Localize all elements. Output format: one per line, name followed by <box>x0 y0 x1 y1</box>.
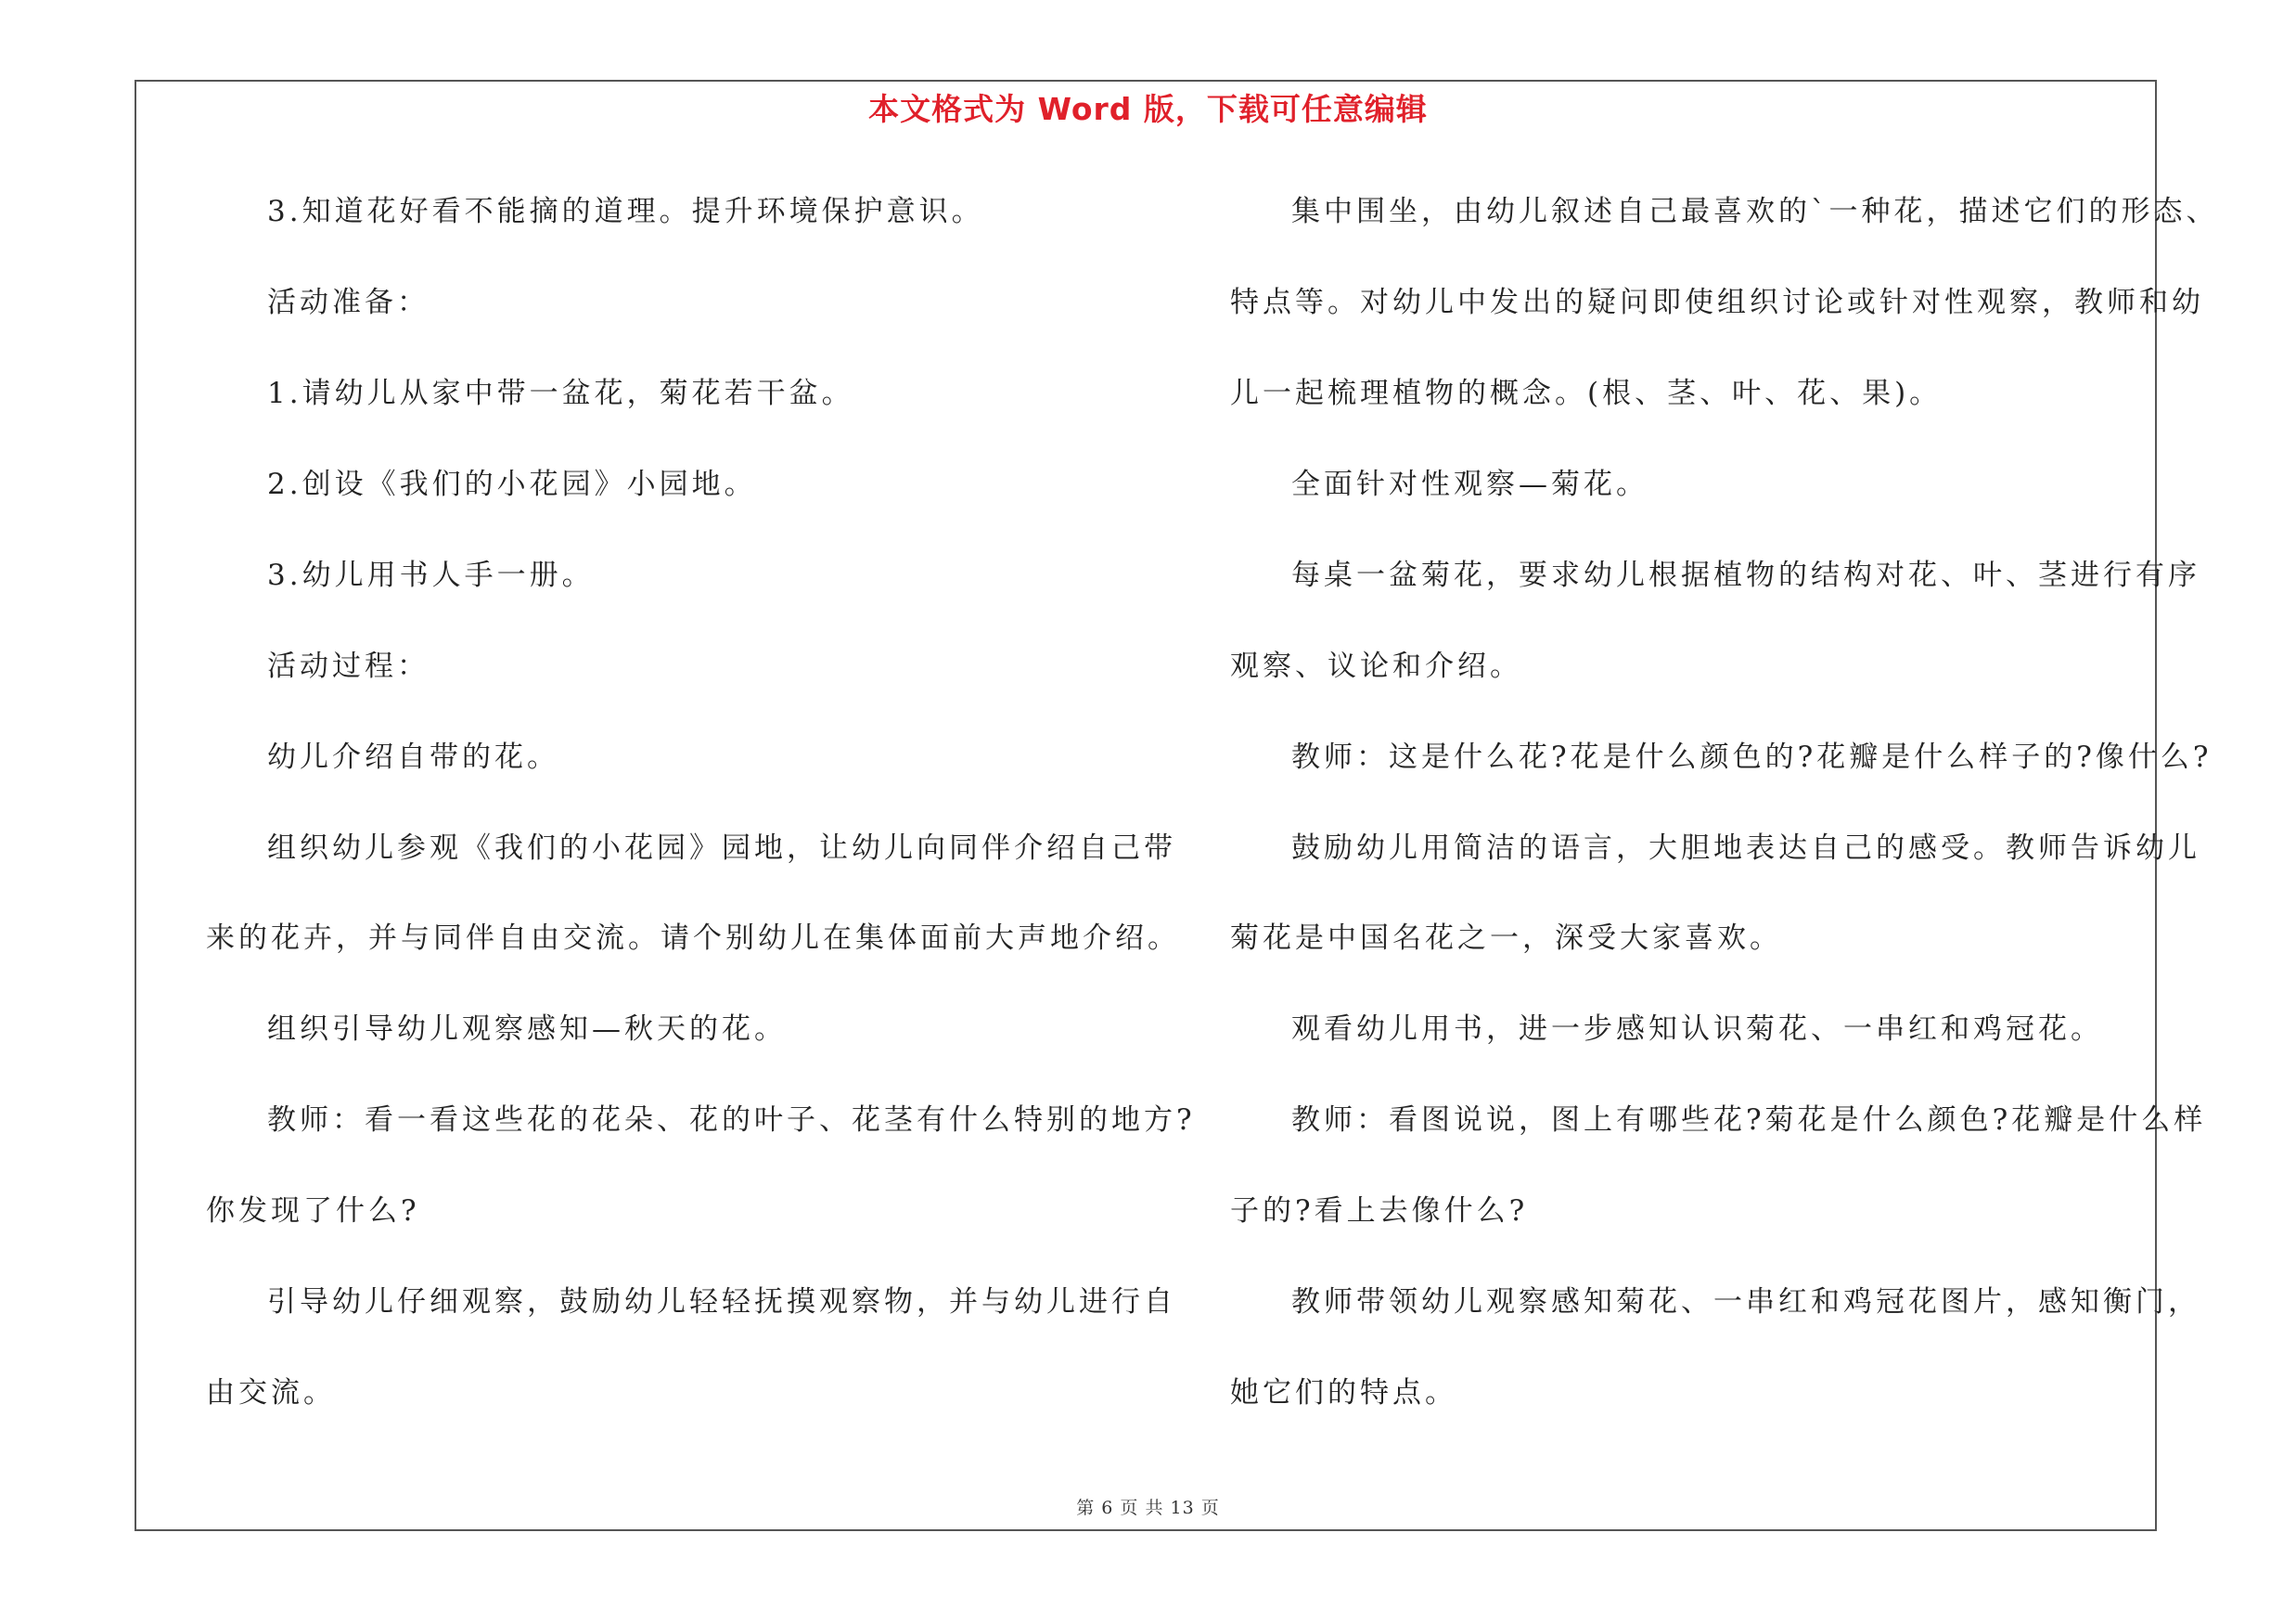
paragraph-line: 全面针对性观察—菊花。 <box>1291 468 1648 501</box>
page-number: 第 6 页 共 13 页 <box>1076 1498 1220 1518</box>
paragraph-line: 组织幼儿参观《我们的小花园》园地，让幼儿向同伴介绍自己带 <box>267 831 1176 865</box>
paragraph-line: 2.创设《我们的小花园》小园地。 <box>267 468 757 501</box>
paragraph-line: 教师带领幼儿观察感知菊花、一串红和鸡冠花图片，感知衡门， <box>1291 1285 2200 1319</box>
paragraph-line: 她它们的特点。 <box>1230 1376 1457 1410</box>
paragraph-line: 由交流。 <box>206 1376 336 1410</box>
paragraph-line: 子的?看上去像什么? <box>1230 1194 1529 1228</box>
paragraph-line: 组织引导幼儿观察感知—秋天的花。 <box>267 1012 787 1046</box>
paragraph-line: 3.幼儿用书人手一册。 <box>267 559 595 592</box>
paragraph-line: 儿一起梳理植物的概念。(根、茎、叶、花、果)。 <box>1230 377 1943 410</box>
paragraph-line: 特点等。对幼儿中发出的疑问即使组织讨论或针对性观察，教师和幼 <box>1230 286 2204 319</box>
paragraph-line: 引导幼儿仔细观察，鼓励幼儿轻轻抚摸观察物，并与幼儿进行自 <box>267 1285 1176 1319</box>
paragraph-line: 教师：看一看这些花的花朵、花的叶子、花茎有什么特别的地方? <box>267 1103 1196 1137</box>
paragraph-line: 教师：这是什么花?花是什么颜色的?花瓣是什么样子的?像什么? <box>1291 741 2213 774</box>
paragraph-line: 1.请幼儿从家中带一盆花，菊花若干盆。 <box>267 377 854 410</box>
paragraph-line: 幼儿介绍自带的花。 <box>267 741 559 774</box>
paragraph-line: 3.知道花好看不能摘的道理。提升环境保护意识。 <box>267 195 984 228</box>
paragraph-line: 鼓励幼儿用简洁的语言，大胆地表达自己的感受。教师告诉幼儿 <box>1291 831 2200 865</box>
paragraph-line: 集中围坐，由幼儿叙述自己最喜欢的`一种花，描述它们的形态、 <box>1291 195 2219 228</box>
paragraph-line: 每桌一盆菊花，要求幼儿根据植物的结构对花、叶、茎进行有序 <box>1291 559 2200 592</box>
section-heading: 活动准备： <box>267 286 430 319</box>
word-format-banner: 本文格式为 Word 版，下载可任意编辑 <box>868 91 1428 127</box>
paragraph-line: 观看幼儿用书，进一步感知认识菊花、一串红和鸡冠花。 <box>1291 1012 2103 1046</box>
section-heading: 活动过程： <box>267 650 430 683</box>
paragraph-line: 来的花卉，并与同伴自由交流。请个别幼儿在集体面前大声地介绍。 <box>206 921 1180 955</box>
paragraph-line: 教师：看图说说，图上有哪些花?菊花是什么颜色?花瓣是什么样 <box>1291 1103 2207 1137</box>
paragraph-line: 观察、议论和介绍。 <box>1230 650 1522 683</box>
paragraph-line: 菊花是中国名花之一，深受大家喜欢。 <box>1230 921 1782 955</box>
paragraph-line: 你发现了什么? <box>206 1194 420 1228</box>
